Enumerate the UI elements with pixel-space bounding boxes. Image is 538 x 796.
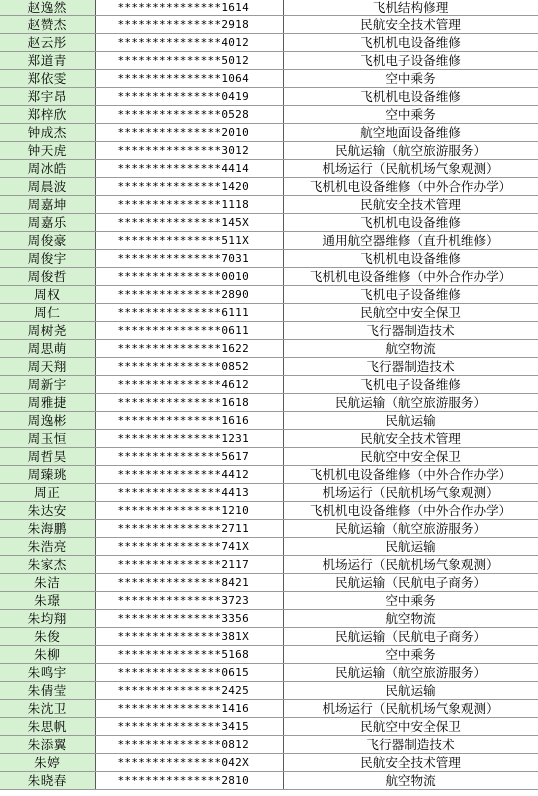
id-number-cell[interactable]: ***************5617 bbox=[95, 448, 283, 466]
name-cell[interactable]: 周权 bbox=[0, 286, 95, 304]
table-row bbox=[0, 394, 538, 412]
table-row bbox=[0, 538, 538, 556]
table-row bbox=[0, 358, 538, 376]
name-cell[interactable]: 朱俊 bbox=[0, 628, 95, 646]
major-cell[interactable]: 飞行器制造技术 bbox=[283, 322, 538, 340]
major-cell[interactable]: 飞机电子设备维修 bbox=[283, 376, 538, 394]
major-cell[interactable]: 民航空中安全保卫 bbox=[283, 304, 538, 322]
table-row bbox=[0, 430, 538, 448]
major-cell[interactable]: 飞机机电设备维修 bbox=[283, 214, 538, 232]
name-cell[interactable]: 朱海鹏 bbox=[0, 520, 95, 538]
name-cell[interactable]: 周俊宇 bbox=[0, 250, 95, 268]
major-cell[interactable]: 机场运行（民航机场气象观测） bbox=[283, 700, 538, 718]
major-cell[interactable]: 机场运行（民航机场气象观测） bbox=[283, 556, 538, 574]
table-row bbox=[0, 124, 538, 142]
id-number-cell[interactable]: ***************0010 bbox=[95, 268, 283, 286]
name-cell[interactable]: 郑道青 bbox=[0, 52, 95, 70]
name-cell[interactable]: 周逸彬 bbox=[0, 412, 95, 430]
major-cell[interactable]: 空中乘务 bbox=[283, 70, 538, 88]
major-cell[interactable]: 机场运行（民航机场气象观测） bbox=[283, 484, 538, 502]
id-number-cell[interactable]: ***************0852 bbox=[95, 358, 283, 376]
major-cell[interactable]: 民航运输（航空旅游服务） bbox=[283, 664, 538, 682]
id-number-cell[interactable]: ***************2425 bbox=[95, 682, 283, 700]
id-number-cell[interactable]: ***************6111 bbox=[95, 304, 283, 322]
table-row bbox=[0, 664, 538, 682]
major-cell[interactable]: 飞行器制造技术 bbox=[283, 736, 538, 754]
table-row bbox=[0, 322, 538, 340]
id-number-cell[interactable]: ***************4412 bbox=[95, 466, 283, 484]
id-number-cell[interactable]: ***************3415 bbox=[95, 718, 283, 736]
table-row bbox=[0, 736, 538, 754]
table-row bbox=[0, 250, 538, 268]
name-cell[interactable]: 郑梓欣 bbox=[0, 106, 95, 124]
name-cell[interactable]: 周玉恒 bbox=[0, 430, 95, 448]
major-cell[interactable]: 民航运输（民航电子商务） bbox=[283, 574, 538, 592]
major-cell[interactable]: 航空物流 bbox=[283, 772, 538, 790]
major-cell[interactable]: 飞机机电设备维修（中外合作办学） bbox=[283, 178, 538, 196]
major-cell[interactable]: 飞机机电设备维修（中外合作办学） bbox=[283, 502, 538, 520]
major-cell[interactable]: 民航安全技术管理 bbox=[283, 196, 538, 214]
name-cell[interactable]: 朱鸣宇 bbox=[0, 664, 95, 682]
name-cell[interactable]: 周冰皓 bbox=[0, 160, 95, 178]
id-number-cell[interactable]: ***************0615 bbox=[95, 664, 283, 682]
table-row bbox=[0, 268, 538, 286]
id-number-cell[interactable]: ***************1231 bbox=[95, 430, 283, 448]
table-row bbox=[0, 232, 538, 250]
id-number-cell[interactable]: ***************7031 bbox=[95, 250, 283, 268]
name-cell[interactable]: 朱柳 bbox=[0, 646, 95, 664]
name-cell[interactable]: 周臻珧 bbox=[0, 466, 95, 484]
table-row bbox=[0, 52, 538, 70]
id-number-cell[interactable]: ***************3723 bbox=[95, 592, 283, 610]
table-row bbox=[0, 106, 538, 124]
major-cell[interactable]: 飞机机电设备维修 bbox=[283, 34, 538, 52]
id-number-cell[interactable]: ***************1118 bbox=[95, 196, 283, 214]
major-cell[interactable]: 空中乘务 bbox=[283, 106, 538, 124]
major-cell[interactable]: 民航安全技术管理 bbox=[283, 430, 538, 448]
name-cell[interactable]: 赵云彤 bbox=[0, 34, 95, 52]
name-cell[interactable]: 周晨波 bbox=[0, 178, 95, 196]
table-row bbox=[0, 592, 538, 610]
name-cell[interactable]: 朱洁 bbox=[0, 574, 95, 592]
id-number-cell[interactable]: ***************1622 bbox=[95, 340, 283, 358]
major-cell[interactable]: 民航空中安全保卫 bbox=[283, 718, 538, 736]
name-cell[interactable]: 周雅捷 bbox=[0, 394, 95, 412]
table-row bbox=[0, 502, 538, 520]
id-number-cell[interactable]: ***************2010 bbox=[95, 124, 283, 142]
major-cell[interactable]: 航空地面设备维修 bbox=[283, 124, 538, 142]
name-cell[interactable]: 朱家杰 bbox=[0, 556, 95, 574]
id-number-cell[interactable]: ***************511X bbox=[95, 232, 283, 250]
major-cell[interactable]: 民航运输（航空旅游服务） bbox=[283, 142, 538, 160]
id-number-cell[interactable]: ***************1614 bbox=[95, 0, 283, 16]
id-number-cell[interactable]: ***************0812 bbox=[95, 736, 283, 754]
id-number-cell[interactable]: ***************3356 bbox=[95, 610, 283, 628]
major-cell[interactable]: 航空物流 bbox=[283, 340, 538, 358]
table-row bbox=[0, 466, 538, 484]
name-cell[interactable]: 朱添翼 bbox=[0, 736, 95, 754]
table-row bbox=[0, 70, 538, 88]
major-cell[interactable]: 民航运输 bbox=[283, 412, 538, 430]
major-cell[interactable]: 通用航空器维修（直升机维修） bbox=[283, 232, 538, 250]
name-cell[interactable]: 朱浩亮 bbox=[0, 538, 95, 556]
major-cell[interactable]: 飞机机电设备维修（中外合作办学） bbox=[283, 268, 538, 286]
name-cell[interactable]: 钟成杰 bbox=[0, 124, 95, 142]
table-row bbox=[0, 556, 538, 574]
name-cell[interactable]: 朱倩莹 bbox=[0, 682, 95, 700]
id-number-cell[interactable]: ***************4012 bbox=[95, 34, 283, 52]
name-cell[interactable]: 周思萌 bbox=[0, 340, 95, 358]
major-cell[interactable]: 民航安全技术管理 bbox=[283, 16, 538, 34]
table-row bbox=[0, 574, 538, 592]
id-number-cell[interactable]: ***************4612 bbox=[95, 376, 283, 394]
id-number-cell[interactable]: ***************2810 bbox=[95, 772, 283, 790]
id-number-cell[interactable]: ***************1210 bbox=[95, 502, 283, 520]
name-cell[interactable]: 郑依雯 bbox=[0, 70, 95, 88]
table-row bbox=[0, 448, 538, 466]
id-number-cell[interactable]: ***************8421 bbox=[95, 574, 283, 592]
name-cell[interactable]: 朱沈卫 bbox=[0, 700, 95, 718]
id-number-cell[interactable]: ***************2890 bbox=[95, 286, 283, 304]
major-cell[interactable]: 空中乘务 bbox=[283, 646, 538, 664]
name-cell[interactable]: 周天翔 bbox=[0, 358, 95, 376]
major-cell[interactable]: 民航运输（航空旅游服务） bbox=[283, 520, 538, 538]
table-row bbox=[0, 34, 538, 52]
id-number-cell[interactable]: ***************1064 bbox=[95, 70, 283, 88]
name-cell[interactable]: 周树尧 bbox=[0, 322, 95, 340]
id-number-cell[interactable]: ***************381X bbox=[95, 628, 283, 646]
major-cell[interactable]: 航空物流 bbox=[283, 610, 538, 628]
table-row bbox=[0, 700, 538, 718]
id-number-cell[interactable]: ***************5012 bbox=[95, 52, 283, 70]
major-cell[interactable]: 民航运输（民航电子商务） bbox=[283, 628, 538, 646]
table-row bbox=[0, 178, 538, 196]
id-number-cell[interactable]: ***************0611 bbox=[95, 322, 283, 340]
id-number-cell[interactable]: ***************5168 bbox=[95, 646, 283, 664]
table-row bbox=[0, 340, 538, 358]
table-row bbox=[0, 196, 538, 214]
table-row bbox=[0, 16, 538, 34]
major-cell[interactable]: 民航运输 bbox=[283, 682, 538, 700]
major-cell[interactable]: 飞机机电设备维修 bbox=[283, 250, 538, 268]
major-cell[interactable]: 飞行器制造技术 bbox=[283, 358, 538, 376]
table-row bbox=[0, 484, 538, 502]
name-cell[interactable]: 周俊哲 bbox=[0, 268, 95, 286]
table-row bbox=[0, 142, 538, 160]
name-cell[interactable]: 赵赞杰 bbox=[0, 16, 95, 34]
id-number-cell[interactable]: ***************4413 bbox=[95, 484, 283, 502]
table-row bbox=[0, 772, 538, 790]
major-cell[interactable]: 飞机结构修理 bbox=[283, 0, 538, 16]
major-cell[interactable]: 民航空中安全保卫 bbox=[283, 448, 538, 466]
id-number-cell[interactable]: ***************042X bbox=[95, 754, 283, 772]
table-row bbox=[0, 610, 538, 628]
major-cell[interactable]: 飞机电子设备维修 bbox=[283, 286, 538, 304]
major-cell[interactable]: 飞机机电设备维修 bbox=[283, 88, 538, 106]
name-cell[interactable]: 朱婷 bbox=[0, 754, 95, 772]
name-cell[interactable]: 周正 bbox=[0, 484, 95, 502]
name-cell[interactable]: 周新宇 bbox=[0, 376, 95, 394]
name-cell[interactable]: 周嘉坤 bbox=[0, 196, 95, 214]
id-number-cell[interactable]: ***************145X bbox=[95, 214, 283, 232]
name-cell[interactable]: 周仁 bbox=[0, 304, 95, 322]
table-row bbox=[0, 682, 538, 700]
table-row bbox=[0, 754, 538, 772]
table-row bbox=[0, 628, 538, 646]
major-cell[interactable]: 机场运行（民航机场气象观测） bbox=[283, 160, 538, 178]
id-number-cell[interactable]: ***************1618 bbox=[95, 394, 283, 412]
major-cell[interactable]: 民航安全技术管理 bbox=[283, 754, 538, 772]
id-number-cell[interactable]: ***************741X bbox=[95, 538, 283, 556]
name-cell[interactable]: 朱晓春 bbox=[0, 772, 95, 790]
name-cell[interactable]: 赵逸然 bbox=[0, 0, 95, 16]
name-cell[interactable]: 郑宇昂 bbox=[0, 88, 95, 106]
name-cell[interactable]: 朱均翔 bbox=[0, 610, 95, 628]
id-number-cell[interactable]: ***************2918 bbox=[95, 16, 283, 34]
id-number-cell[interactable]: ***************2711 bbox=[95, 520, 283, 538]
table-row bbox=[0, 718, 538, 736]
major-cell[interactable]: 空中乘务 bbox=[283, 592, 538, 610]
table-row bbox=[0, 412, 538, 430]
id-number-cell[interactable]: ***************0419 bbox=[95, 88, 283, 106]
name-cell[interactable]: 钟天虎 bbox=[0, 142, 95, 160]
table-row bbox=[0, 0, 538, 16]
table-row bbox=[0, 88, 538, 106]
major-cell[interactable]: 民航运输（航空旅游服务） bbox=[283, 394, 538, 412]
major-cell[interactable]: 民航运输 bbox=[283, 538, 538, 556]
id-number-cell[interactable]: ***************4414 bbox=[95, 160, 283, 178]
id-number-cell[interactable]: ***************3012 bbox=[95, 142, 283, 160]
name-cell[interactable]: 朱思帆 bbox=[0, 718, 95, 736]
id-number-cell[interactable]: ***************1416 bbox=[95, 700, 283, 718]
table-row bbox=[0, 376, 538, 394]
table-row bbox=[0, 160, 538, 178]
table-row bbox=[0, 304, 538, 322]
name-cell[interactable]: 周俊豪 bbox=[0, 232, 95, 250]
table-row bbox=[0, 214, 538, 232]
name-cell[interactable]: 周嘉乐 bbox=[0, 214, 95, 232]
id-number-cell[interactable]: ***************1420 bbox=[95, 178, 283, 196]
table-row bbox=[0, 646, 538, 664]
name-cell[interactable]: 周哲昊 bbox=[0, 448, 95, 466]
name-cell[interactable]: 朱璟 bbox=[0, 592, 95, 610]
name-cell[interactable]: 朱达安 bbox=[0, 502, 95, 520]
table-row bbox=[0, 520, 538, 538]
major-cell[interactable]: 飞机电子设备维修 bbox=[283, 52, 538, 70]
major-cell[interactable]: 飞机机电设备维修（中外合作办学） bbox=[283, 466, 538, 484]
id-number-cell[interactable]: ***************0528 bbox=[95, 106, 283, 124]
table-row bbox=[0, 286, 538, 304]
id-number-cell[interactable]: ***************1616 bbox=[95, 412, 283, 430]
id-number-cell[interactable]: ***************2117 bbox=[95, 556, 283, 574]
